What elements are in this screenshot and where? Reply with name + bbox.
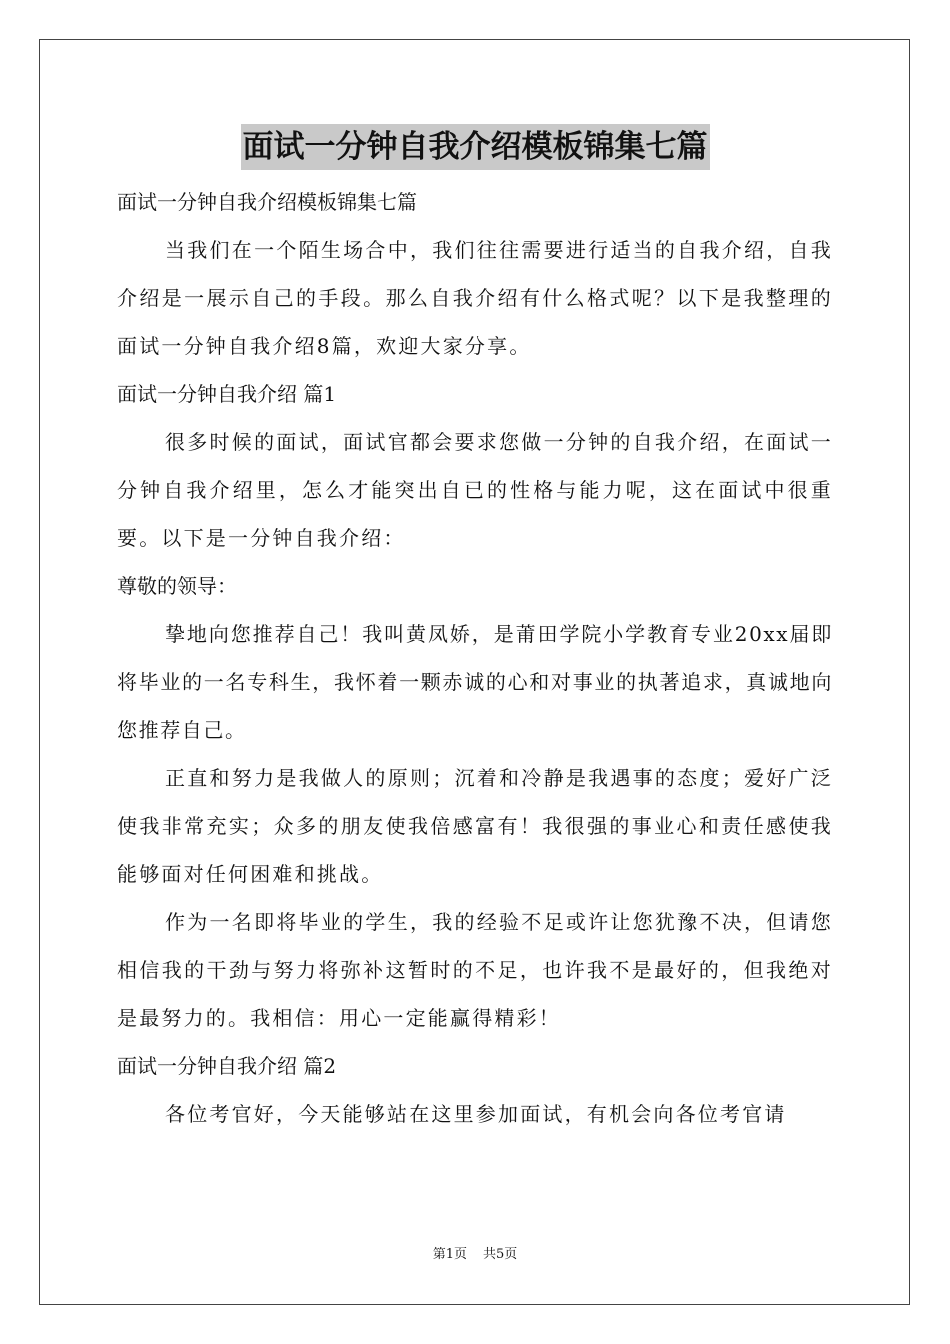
salutation-line: 尊敬的领导： <box>117 574 237 598</box>
body-paragraph-1: 挚地向您推荐自己！我叫黄凤娇，是莆田学院小学教育专业20xx届即将毕业的一名专科生，我怀着一颗赤诚的心和对事业的执著追求，真诚地向您推荐自己。 <box>117 622 833 742</box>
section-heading-2: 面试一分钟自我介绍 篇2 <box>117 1054 337 1078</box>
document-body <box>117 178 833 1138</box>
page-number: 第1页 <box>432 1247 467 1262</box>
title-container <box>0 124 950 170</box>
section-heading-1: 面试一分钟自我介绍 篇1 <box>117 382 337 406</box>
body-paragraph-2: 正直和努力是我做人的原则；沉着和冷静是我遇事的态度；爱好广泛使我非常充实；众多的朋友使我倍感富有！我很强的事业心和责任感使我能够面对任何困难和挑战。 <box>117 766 833 886</box>
body-paragraph-3: 作为一名即将毕业的学生，我的经验不足或许让您犹豫不决，但请您相信我的干劲与努力将弥补这暂时的不足，也许我不是最好的，但我绝对是最努力的。我相信：用心一定能赢得精彩！ <box>117 910 833 1030</box>
page-title: 面试一分钟自我介绍模板锦集七篇 <box>241 124 710 170</box>
page-footer <box>0 1246 950 1264</box>
intro-paragraph: 当我们在一个陌生场合中，我们往往需要进行适当的自我介绍，自我介绍是一展示自己的手段。那么自我介绍有什么格式呢？以下是我整理的面试一分钟自我介绍8篇，欢迎大家分享。 <box>117 238 833 358</box>
section-1-paragraph: 很多时候的面试，面试官都会要求您做一分钟的自我介绍，在面试一分钟自我介绍里，怎么才能突出自已的性格与能力呢，这在面试中很重要。以下是一分钟自我介绍： <box>117 430 833 550</box>
page-total: 共5页 <box>483 1247 518 1262</box>
subtitle-line: 面试一分钟自我介绍模板锦集七篇 <box>117 190 417 214</box>
section-2-paragraph: 各位考官好，今天能够站在这里参加面试，有机会向各位考官请 <box>165 1102 787 1126</box>
